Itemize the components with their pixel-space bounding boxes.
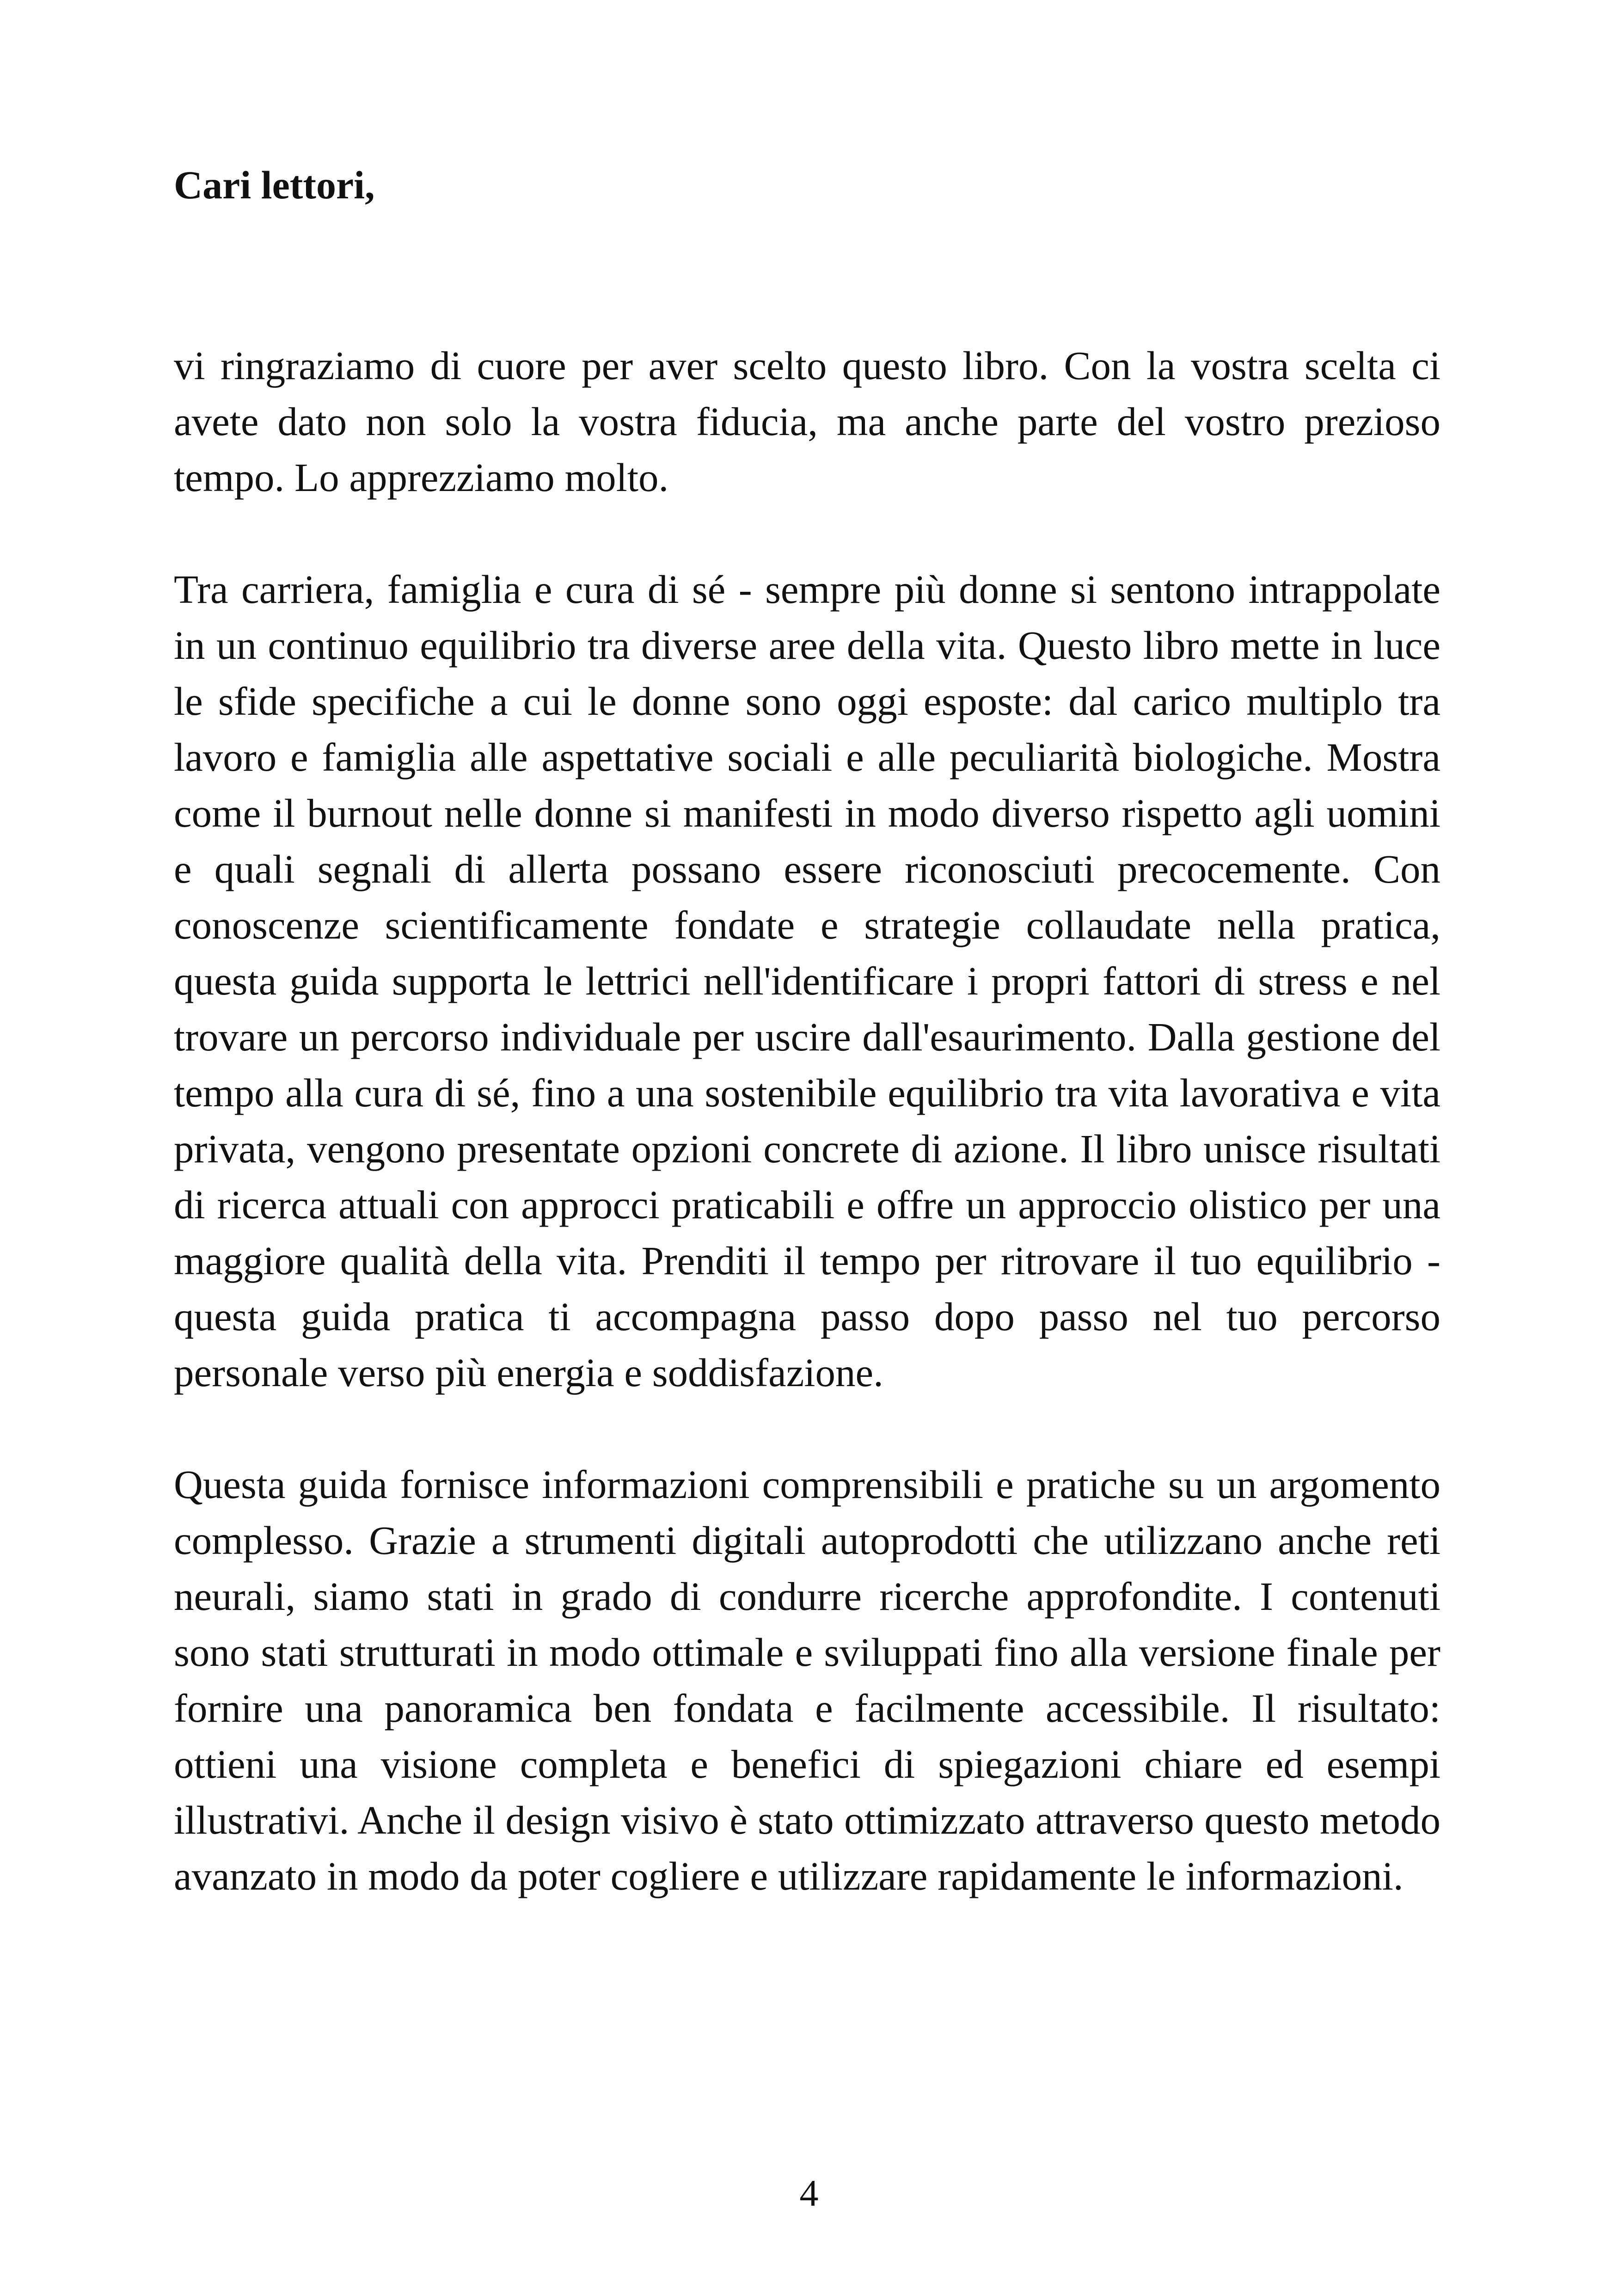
paragraph-thanks: vi ringraziamo di cuore per aver scelto questo libro. Con la vostra scelta ci avete dato non solo la vostra fiducia, ma anche parte del vostro prezioso tempo. Lo apprezziamo molto. [174,343,1440,500]
page-number: 4 [799,2172,819,2214]
paragraph-guide-method: Questa guida fornisce informazioni comprensibili e pratiche su un argomento complesso. Grazie a strumenti digitali autoprodotti che utilizzano anche reti neurali, siamo stati in grado di condurre ricerche approfondite. I contenuti sono stati strutturati in modo ottimale e sviluppati fino alla versione finale per fornire una panoramica ben fondata e facilmente accessibile. Il risultato: ottieni una visione completa e benefici di spiegazioni chiare ed esempi illustrativi. Anche il design visivo è stato ottimizzato attraverso questo metodo avanzato in modo da poter cogliere e utilizzare rapidamente le informazioni. [174,1462,1440,1898]
page-content [174,157,1440,1960]
paragraph-book-description: Tra carriera, famiglia e cura di sé - sempre più donne si sentono intrappolate in un continuo equilibrio tra diverse aree della vita. Questo libro mette in luce le sfide specifiche a cui le donne sono oggi esposte: dal carico multiplo tra lavoro e famiglia alle aspettative sociali e alle peculiarità biologiche. Mostra come il burnout nelle donne si manifesti in modo diverso rispetto agli uomini e quali segnali di allerta possano essere riconosciuti precocemente. Con conoscenze scientificamente fondate e strategie collaudate nella pratica, questa guida supporta le lettrici nell'identificare i propri fattori di stress e nel trovare un percorso individuale per uscire dall'esaurimento. Dalla gestione del tempo alla cura di sé, fino a una sostenibile equilibrio tra vita lavorativa e vita privata, vengono presentate opzioni concrete di azione. Il libro unisce risultati di ricerca attuali con approcci praticabili e offre un approccio olistico per una maggiore qualità della vita. Prenditi il tempo per ritrovare il tuo equilibrio - questa guida pratica ti accompagna passo dopo passo nel tuo percorso personale verso più energia e soddisfazione. [174,567,1440,1395]
greeting-heading: Cari lettori, [174,163,375,207]
